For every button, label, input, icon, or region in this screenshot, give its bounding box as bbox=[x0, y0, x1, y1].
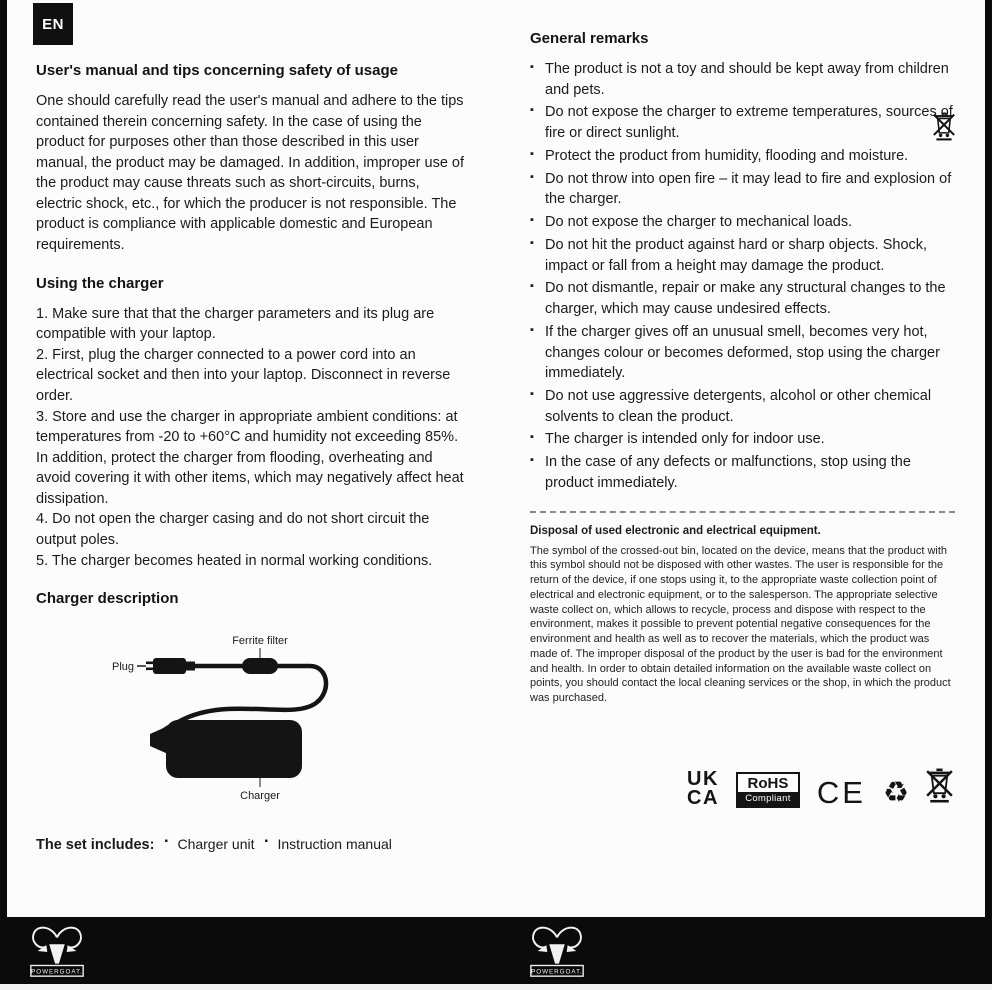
disposal-heading: Disposal of used electronic and electrical equipment. bbox=[530, 524, 821, 537]
general-remarks-list bbox=[530, 59, 955, 494]
ukca-bottom: CA bbox=[687, 786, 719, 809]
powergoat-logo bbox=[26, 921, 88, 984]
charger-diagram-illustration bbox=[110, 633, 340, 805]
remark-item: ▪ Do not throw into open fire – it may lead to fire and explosion of the charger. bbox=[530, 169, 955, 210]
rohs-band: Compliant bbox=[738, 792, 798, 806]
rohs-title: RoHS bbox=[747, 774, 789, 792]
remark-item: ▪ The charger is intended only for indoor use. bbox=[530, 429, 955, 450]
usage-heading: User's manual and tips concerning safety of usage bbox=[36, 62, 398, 79]
set-includes-row bbox=[36, 836, 466, 853]
powergoat-wordmark: POWERGOAT. bbox=[531, 968, 583, 976]
set-includes-item: ▪ Instruction manual bbox=[265, 836, 392, 852]
left-column bbox=[36, 0, 466, 853]
remark-item: ▪ Protect the product from humidity, flooding and moisture. bbox=[530, 146, 955, 167]
step-item: 1. Make sure that that the charger parameters and its plug are compatible with your laptop. bbox=[36, 305, 435, 343]
plug-body bbox=[153, 658, 186, 674]
set-includes-item: ▪ Charger unit bbox=[164, 836, 254, 852]
ce-mark: CE bbox=[816, 774, 866, 810]
usage-paragraph: One should carefully read the user's manual and adhere to the tips contained therein concerning safety. In the case of using the product for purposes other than those described in this user manual, the product may be damaged. In addition, improper use of the product may cause threats such as short-circuits, burns, electric shock, etc., for which the producer is not responsible. The product is compliance with applicable domestic and European requirements. bbox=[36, 93, 465, 254]
powergoat-logo bbox=[526, 921, 588, 984]
right-column bbox=[530, 0, 955, 853]
using-charger-steps bbox=[36, 304, 466, 572]
remark-item: ▪ Do not expose the charger to mechanical loads. bbox=[530, 212, 955, 233]
ferrite-filter-label: Ferrite filter bbox=[232, 635, 288, 648]
disposal-paragraph: The symbol of the crossed-out bin, located on the device, means that the product with this symbol should not be disposed with other wastes. The user is responsible for the return of the device, if one stops using it, to the appropriate waste collection point of electrical and electronic equipment, or to the salesperson. The appropriate selective waste collect on, which allows to recycle, process and dispose with respect to the environment, makes it possible to prevent potential negative consequences for the environment and health as well as to recover the materials, which the product was made of. The improper disposal of the product by the user is bad for the environment and health. In order to obtain detailed information on the available waste collect on points, you should contact the local cleaning services or the shop, in which the product was purchased. bbox=[530, 544, 951, 705]
remark-item: ▪ The product is not a toy and should be kept away from children and pets. bbox=[530, 59, 955, 100]
plug-prong bbox=[146, 662, 153, 665]
step-item: 2. First, plug the charger connected to a power cord into an electrical socket and then into your laptop. Disconnect in reverse order. bbox=[36, 346, 451, 404]
set-includes-label: The set includes: bbox=[36, 837, 155, 854]
charger-description-heading: Charger description bbox=[36, 590, 179, 608]
plug-prong bbox=[146, 668, 153, 671]
step-item: 3. Store and use the charger in appropriate ambient conditions: at temperatures from -20 to +60°C and humidity not exceeding 85%. In addition, protect the charger from flooding, overheating and avoid covering it with other items, which may negatively affect heat dissipation. bbox=[36, 408, 464, 507]
compliance-marks bbox=[530, 768, 955, 808]
recycle-icon: ♻ bbox=[883, 776, 909, 809]
remark-item: ▪ Do not dismantle, repair or make any structural changes to the charger, which may cause undesired effects. bbox=[530, 278, 955, 319]
ferrite-filter bbox=[242, 658, 278, 674]
charger-label: Charger bbox=[240, 790, 280, 803]
remark-item: ▪ In the case of any defects or malfunctions, stop using the product immediately. bbox=[530, 452, 955, 493]
charger-diagram bbox=[110, 633, 466, 810]
strain-relief bbox=[150, 726, 168, 754]
ukca-mark bbox=[687, 767, 719, 809]
rohs-mark bbox=[736, 772, 800, 808]
dashed-divider bbox=[530, 511, 955, 513]
powergoat-wordmark: POWERGOAT. bbox=[31, 968, 83, 976]
remark-item: ▪ Do not hit the product against hard or sharp objects. Shock, impact or fall from a height may damage the product. bbox=[530, 235, 955, 276]
ukca-top: UK bbox=[687, 767, 719, 790]
remark-item: ▪ If the charger gives off an unusual smell, becomes very hot, changes colour or becomes deformed, stop using the charger immediately. bbox=[530, 322, 955, 384]
step-item: 4. Do not open the charger casing and do not short circuit the output poles. bbox=[36, 511, 430, 548]
step-item: 5. The charger becomes heated in normal working conditions. bbox=[36, 552, 433, 569]
columns bbox=[7, 0, 985, 853]
paper-sheet bbox=[7, 0, 985, 917]
general-remarks-heading: General remarks bbox=[530, 30, 649, 47]
footer-bar bbox=[0, 917, 992, 984]
charger-brick bbox=[166, 720, 302, 778]
using-charger-heading: Using the charger bbox=[36, 274, 164, 292]
language-badge: EN bbox=[33, 3, 73, 45]
plug-label: Plug bbox=[112, 661, 135, 674]
weee-bin-icon bbox=[926, 768, 953, 808]
remark-item: ▪ Do not expose the charger to extreme temperatures, sources of fire or direct sunlight. bbox=[530, 102, 955, 143]
bottom-strip bbox=[0, 984, 992, 990]
remark-item: ▪ Do not use aggressive detergents, alcohol or other chemical solvents to clean the product. bbox=[530, 386, 955, 427]
